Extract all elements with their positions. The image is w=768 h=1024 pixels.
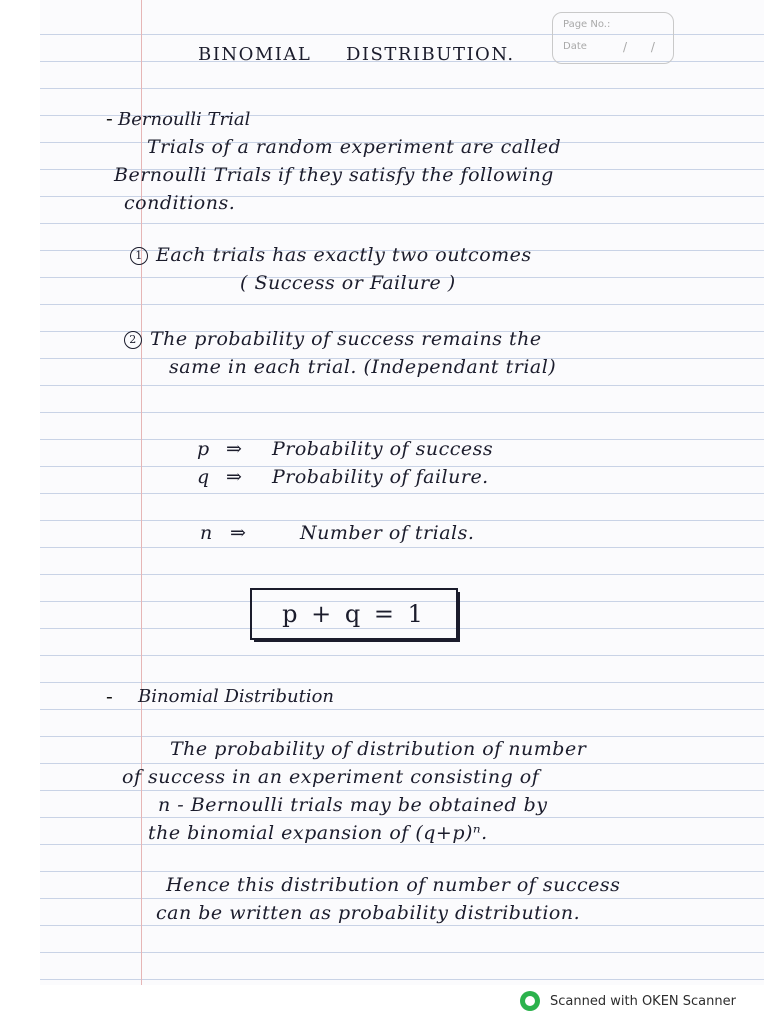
def-n-symbol: n <box>200 522 213 544</box>
def-q-arrow: ⇒ <box>226 466 243 488</box>
number-circle-2: 2 <box>124 331 142 349</box>
para1-line-2: of success in an experiment consisting of <box>122 766 540 788</box>
number-circle-1: 1 <box>130 247 148 265</box>
section2-heading: Binomial Distribution <box>138 686 335 707</box>
page-title-word1: BINOMIAL <box>198 44 312 65</box>
section2-bullet: - <box>106 684 113 708</box>
page-title-word2: DISTRIBUTION. <box>346 44 515 65</box>
scanner-watermark <box>520 990 736 1012</box>
condition-2-line-2: same in each trial. (Independant trial) <box>169 356 557 378</box>
page-no-label: Page No.: <box>563 19 611 30</box>
condition-2-text: The probability of success remains the <box>150 328 542 350</box>
para1-line-1: The probability of distribution of number <box>170 738 587 760</box>
def-p-arrow: ⇒ <box>226 438 243 460</box>
def-q-text: Probability of failure. <box>272 466 489 488</box>
margin-line <box>141 0 142 985</box>
intro-line-1: Trials of a random experiment are called <box>147 136 562 158</box>
scanner-logo-icon <box>520 991 540 1011</box>
condition-1-line-1 <box>130 244 532 266</box>
condition-2-line-1 <box>124 328 542 350</box>
section1-heading: Bernoulli Trial <box>118 109 251 130</box>
def-n-text: Number of trials. <box>300 522 475 544</box>
para2-line-2: can be written as probability distribution. <box>156 902 581 924</box>
para1-line-3: n - Bernoulli trials may be obtained by <box>158 794 548 816</box>
section1-bullet: - <box>106 106 113 130</box>
page-date-box <box>552 12 674 64</box>
para1-line-4: the binomial expansion of (q+p)ⁿ. <box>148 822 488 844</box>
formula-text: p + q = 1 <box>282 600 426 628</box>
para2-line-1: Hence this distribution of number of success <box>166 874 621 896</box>
condition-1-text: Each trials has exactly two outcomes <box>156 244 532 266</box>
condition-1-line-2: ( Success or Failure ) <box>240 272 456 294</box>
date-marks: / / <box>623 40 665 54</box>
notebook-page <box>40 0 764 985</box>
def-p-text: Probability of success <box>272 438 494 460</box>
def-q-symbol: q <box>197 466 210 488</box>
def-p-symbol: p <box>197 438 210 460</box>
intro-line-2: Bernoulli Trials if they satisfy the following <box>114 164 554 186</box>
scanner-watermark-text: Scanned with OKEN Scanner <box>550 993 736 1009</box>
def-n-arrow: ⇒ <box>230 522 247 544</box>
intro-line-3: conditions. <box>124 192 236 214</box>
formula-box <box>250 588 458 640</box>
date-label: Date <box>563 41 587 52</box>
